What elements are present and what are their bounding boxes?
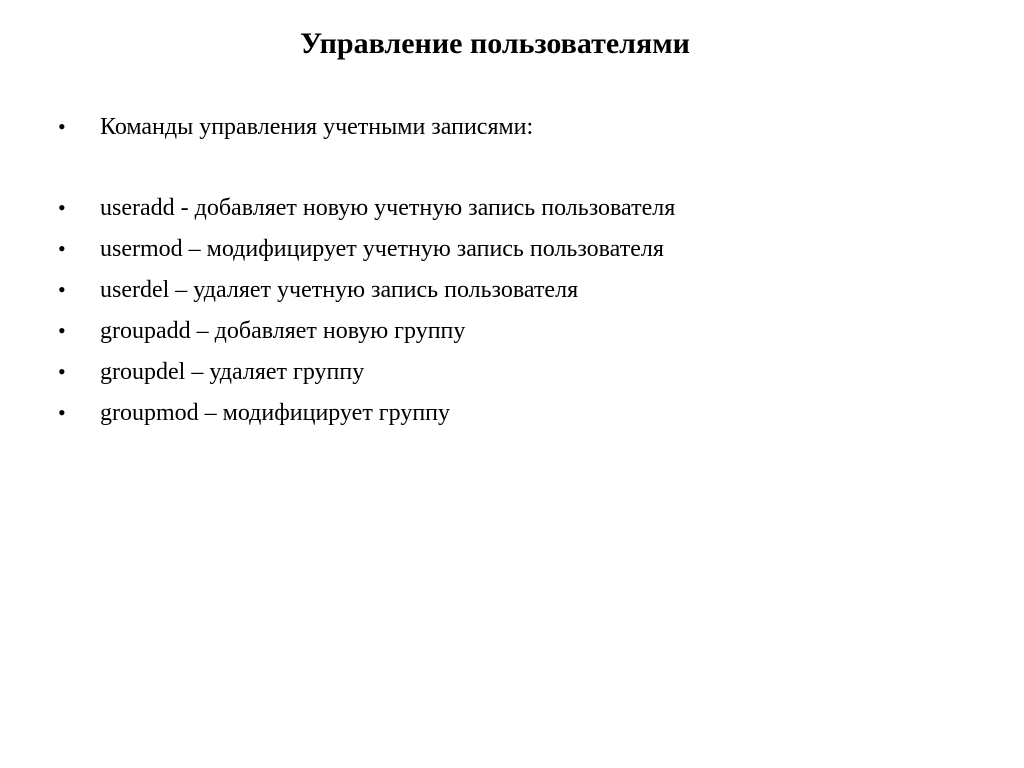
list-item [58, 398, 978, 428]
list-item-text: userdel – удаляет учетную запись пользователя [100, 277, 579, 303]
list-item-text: useradd - добавляет новую учетную запись пользователя [100, 195, 676, 221]
list-item-text: groupmod – модифицирует группу [100, 400, 451, 426]
page-title: Управление пользователями [300, 27, 690, 60]
list-item [58, 193, 978, 223]
list-item-text: usermod – модифицирует учетную запись пользователя [100, 236, 664, 262]
list-item [58, 316, 978, 346]
list-item [58, 357, 978, 387]
bullet-icon: • [58, 400, 66, 425]
list-item [58, 112, 978, 142]
list-item-text: groupadd – добавляет новую группу [100, 318, 466, 344]
bullet-icon: • [58, 277, 66, 302]
bullet-icon: • [58, 195, 66, 220]
bullet-icon: • [58, 318, 66, 343]
bullet-icon: • [58, 359, 66, 384]
bullet-icon: • [58, 236, 66, 261]
bullet-icon: • [58, 114, 66, 139]
list-item-text: Команды управления учетными записями: [100, 114, 534, 140]
list-item [58, 234, 978, 264]
list-item-text: groupdel – удаляет группу [100, 359, 365, 385]
list-item [58, 275, 978, 305]
